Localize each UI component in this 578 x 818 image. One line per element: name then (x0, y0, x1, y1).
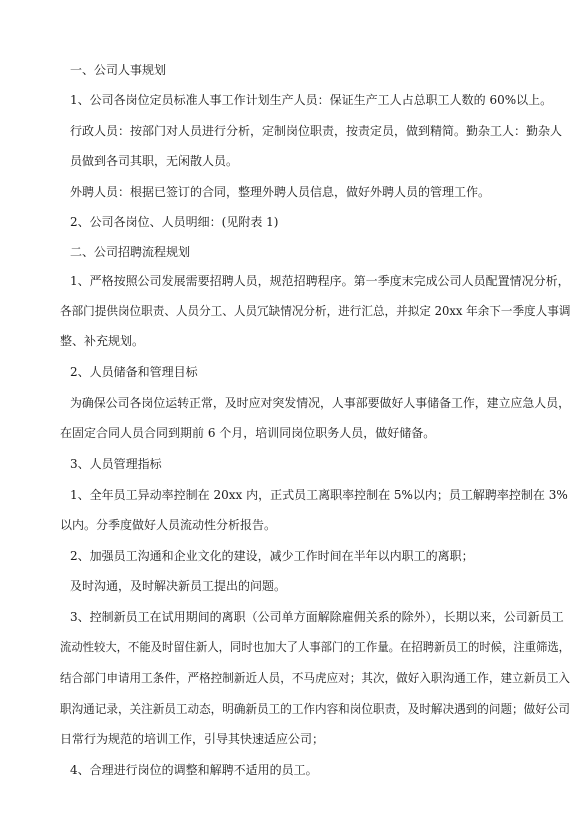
paragraph-line: 1、公司各岗位定员标准人事工作计划生产人员：保证生产工人占总职工人数的 60%以上。 (70, 93, 553, 107)
paragraph-line: 2、公司各岗位、人员明细：(见附表 1) (70, 215, 279, 229)
paragraph-line: 职沟通记录，关注新员工动态，明确新员工的工作内容和岗位职责，及时解决遇到的问题；做好公司 (60, 702, 571, 716)
paragraph-line: 员做到各司其职，无闲散人员。 (70, 154, 239, 168)
paragraph-line: 整、补充规划。 (60, 334, 145, 348)
paragraph-line: 4、合理进行岗位的调整和解聘不适用的员工。 (70, 763, 318, 777)
paragraph-line: 以内。分季度做好人员流动性分析报告。 (60, 518, 277, 532)
paragraph-line: 1、严格按照公司发展需要招聘人员，规范招聘程序。第一季度末完成公司人员配置情况分析， (70, 274, 570, 288)
paragraph-line: 为确保公司各岗位运转正常，及时应对突发情况，人事部要做好人事储备工作，建立应急人员， (70, 396, 571, 410)
heading-hr-planning: 一、公司人事规划 (70, 63, 167, 77)
paragraph-line: 及时沟通，及时解决新员工提出的问题。 (70, 579, 287, 593)
paragraph-line: 流动性较大，不能及时留住新人，同时也加大了人事部门的工作量。在招聘新员工的时候，注重筛选， (60, 640, 570, 654)
paragraph-line: 3、控制新员工在试用期间的离职（公司单方面解除雇佣关系的除外），长期以来，公司新员工 (70, 610, 564, 624)
paragraph-line: 结合部门申请用工条件，严格控制新近人员，不马虎应对；其次，做好入职沟通工作，建立新员工入 (60, 671, 571, 685)
paragraph-line: 外聘人员：根据已签订的合同，整理外聘人员信息，做好外聘人员的管理工作。 (70, 185, 491, 199)
paragraph-line: 2、加强员工沟通和企业文化的建设，减少工作时间在半年以内职工的离职； (70, 549, 474, 563)
heading-recruitment-process: 二、公司招聘流程规划 (70, 245, 191, 259)
paragraph-line: 1、全年员工异动率控制在 20xx 内，正式员工离职率控制在 5%以内；员工解聘率控制在 3% (70, 488, 568, 502)
paragraph-line: 各部门提供岗位职责、人员分工、人员冗缺情况分析，进行汇总，并拟定 20xx 年余下一季度人事调 (60, 304, 571, 318)
paragraph-line: 行政人员：按部门对人员进行分析，定制岗位职责，按责定员，做到精简。勤杂工人：勤杂人 (70, 124, 563, 138)
subheading-reserve-goals: 2、人员储备和管理目标 (70, 365, 198, 379)
subheading-management-indicators: 3、人员管理指标 (70, 457, 162, 471)
paragraph-line: 在固定合同人员合同到期前 6 个月，培训同岗位职务人员，做好储备。 (60, 426, 436, 440)
paragraph-line: 日常行为规范的培训工作，引导其快速适应公司； (60, 732, 325, 746)
